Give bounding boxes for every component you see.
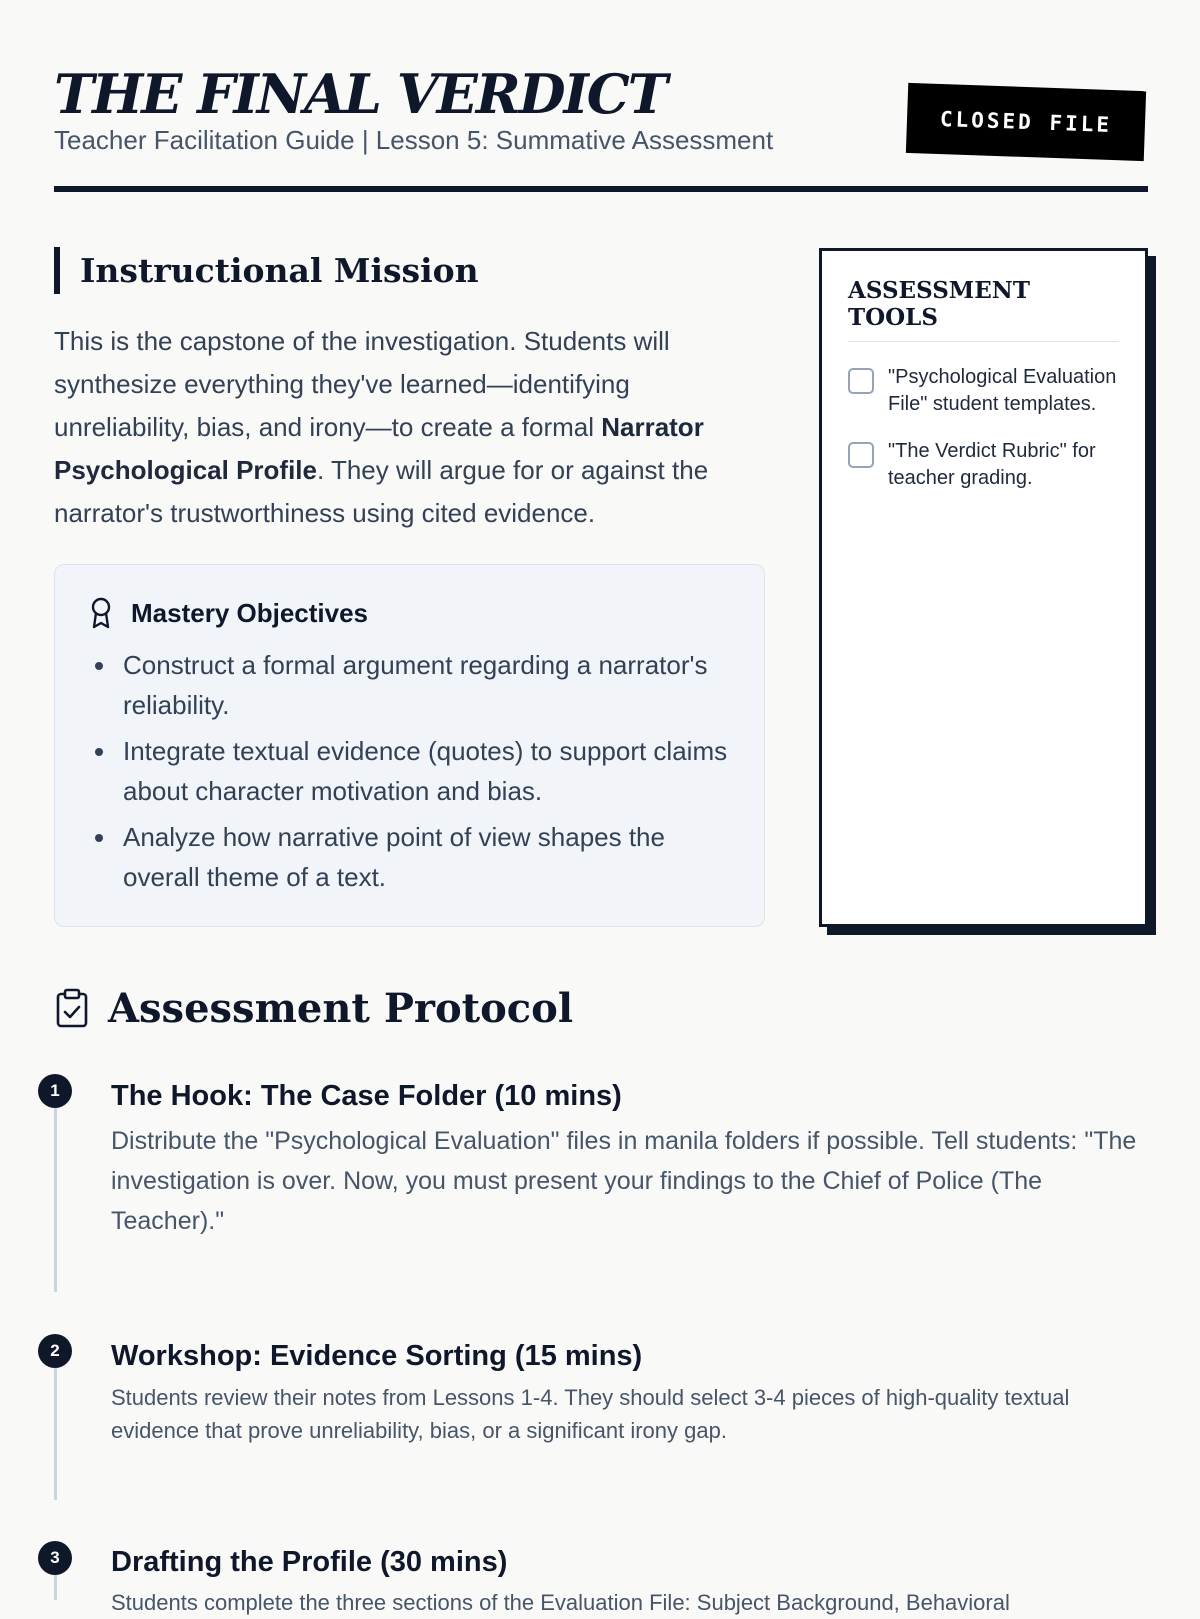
objective-item: Integrate textual evidence (quotes) to support claims about character motivation and bias. (89, 731, 730, 811)
header-divider (54, 186, 1148, 192)
tools-title: ASSESSMENT TOOLS (848, 277, 1119, 342)
objective-item: Construct a formal argument regarding a narrator's reliability. (89, 645, 730, 725)
step-title: The Hook: The Case Folder (10 mins) (111, 1080, 622, 1112)
tool-label: "Psychological Evaluation File" student templates. (888, 366, 1117, 415)
step-description: Students complete the three sections of the Evaluation File: Subject Background, Behavioral (111, 1590, 1010, 1615)
tool-label: "The Verdict Rubric" for teacher grading. (888, 440, 1096, 489)
closed-file-stamp: CLOSED FILE (906, 83, 1146, 161)
mission-text-part-2: . They will argue for or against the narrator's trustworthiness using cited evidence. (54, 455, 709, 528)
step-number-badge: 1 (38, 1074, 72, 1108)
mission-heading: Instructional Mission (54, 247, 479, 294)
tool-item (848, 364, 1119, 418)
step-number-badge: 3 (38, 1541, 72, 1575)
document-title: THE FINAL VERDICT (54, 62, 666, 126)
timeline-connector (54, 1090, 57, 1292)
step-description: Students review their notes from Lessons 1-4. They should select 3-4 pieces of high-quality textual evidence that prove unreliability, bias, or a significant irony gap. (111, 1385, 1070, 1443)
tool-item (848, 438, 1119, 492)
step-number-badge: 2 (38, 1334, 72, 1368)
objectives-title: Mastery Objectives (131, 597, 369, 628)
objectives-list (89, 645, 730, 897)
protocol-heading (54, 980, 573, 1036)
mastery-objectives-box (54, 564, 765, 927)
clipboard-check-icon (54, 988, 90, 1028)
objective-item: Analyze how narrative point of view shapes the overall theme of a text. (89, 817, 730, 897)
mission-text-part-1: This is the capstone of the investigation. Students will synthesize everything they've learned—identifying unreliability, bias, and irony—to create a formal (54, 326, 670, 442)
step-title: Workshop: Evidence Sorting (15 mins) (111, 1340, 643, 1372)
mission-text-emphasis: Narrator Psychological Profile (54, 412, 704, 485)
tool-checkbox[interactable] (848, 368, 874, 394)
objectives-header (89, 593, 730, 633)
step-title: Drafting the Profile (30 mins) (111, 1546, 508, 1578)
header (54, 54, 1148, 194)
award-ribbon-icon (89, 596, 113, 630)
step-description: Distribute the "Psychological Evaluation" files in manila folders if possible. Tell students: "The investigation is over. Now, you must present your findings to the Chief of Police (The Teacher)." (111, 1127, 1137, 1235)
mission-text (54, 320, 764, 535)
tool-checkbox[interactable] (848, 442, 874, 468)
protocol-title: Assessment Protocol (108, 984, 574, 1032)
document-page (50, 0, 1148, 1615)
timeline-connector (54, 1350, 57, 1500)
assessment-tools-panel (819, 248, 1148, 927)
document-subtitle: Teacher Facilitation Guide | Lesson 5: Summative Assessment (54, 125, 774, 155)
